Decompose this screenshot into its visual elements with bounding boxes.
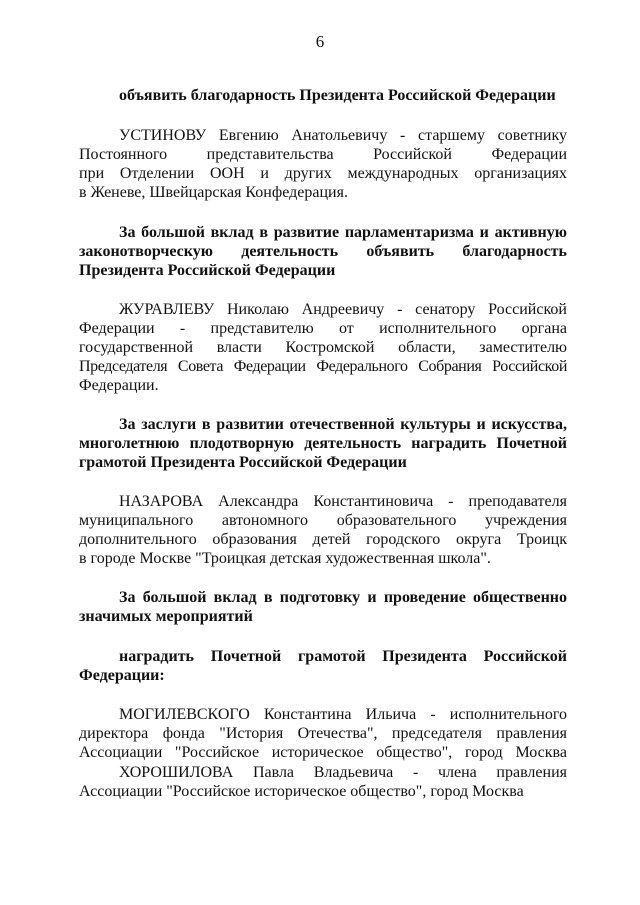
heading-line: Федерации: xyxy=(79,667,165,684)
heading-line: грамотой Президента Российской Федерации xyxy=(79,454,407,471)
award-line: в Женеве, Швейцарская Конфедерация. xyxy=(79,184,348,201)
award-line: Ассоциации "Российское историческое общество", город Москва xyxy=(79,783,524,800)
award-line: в городе Москве "Троицкая детская художественная школа". xyxy=(79,550,491,567)
heading-line: За большой вклад в развитие парламентаризма и активную xyxy=(119,224,567,241)
award-line: дополнительного образования детей городского округа Троицк xyxy=(79,531,567,548)
heading-gratitude: объявить благодарность Президента Российской Федерации xyxy=(119,87,556,104)
heading-line: наградить Почетной грамотой Президента Российской xyxy=(119,648,567,665)
award-line: Ассоциации "Российское историческое общество", город Москва xyxy=(79,744,567,761)
heading-line: значимых мероприятий xyxy=(79,608,253,625)
award-line: УСТИНОВУ Евгению Анатольевичу - старшему советнику xyxy=(119,127,567,144)
award-line: государственной власти Костромской области, заместителю xyxy=(79,339,567,356)
heading-line: За большой вклад в подготовку и проведение общественно xyxy=(119,589,567,606)
heading-line: законотворческую деятельность объявить благодарность xyxy=(79,243,567,260)
award-line: Федерации. xyxy=(79,377,159,394)
award-line: муниципального автономного образовательного учреждения xyxy=(79,512,567,529)
heading-line: За заслуги в развитии отечественной культуры и искусства, xyxy=(119,416,567,433)
award-line: НАЗАРОВА Александра Константиновича - преподавателя xyxy=(119,493,567,510)
award-line: МОГИЛЕВСКОГО Константина Ильича - исполнительного xyxy=(119,706,567,723)
award-line: ЖУРАВЛЕВУ Николаю Андреевичу - сенатору Российской xyxy=(119,301,567,318)
award-line: ХОРОШИЛОВА Павла Владьевича - члена правления xyxy=(119,764,567,781)
heading-line: Президента Российской Федерации xyxy=(79,262,336,279)
award-line: директора фонда "История Отечества", председателя правления xyxy=(79,725,567,742)
award-line: Председателя Совета Федерации Федерального Собрания Российской xyxy=(79,358,567,375)
award-line: при Отделении ООН и других международных организациях xyxy=(79,165,567,182)
page-number: 6 xyxy=(315,32,325,51)
award-line: Федерации - представителю от исполнительного органа xyxy=(79,320,567,337)
heading-line: многолетнюю плодотворную деятельность наградить Почетной xyxy=(79,435,567,452)
award-line: Постоянного представительства Российской Федерации xyxy=(79,146,567,163)
